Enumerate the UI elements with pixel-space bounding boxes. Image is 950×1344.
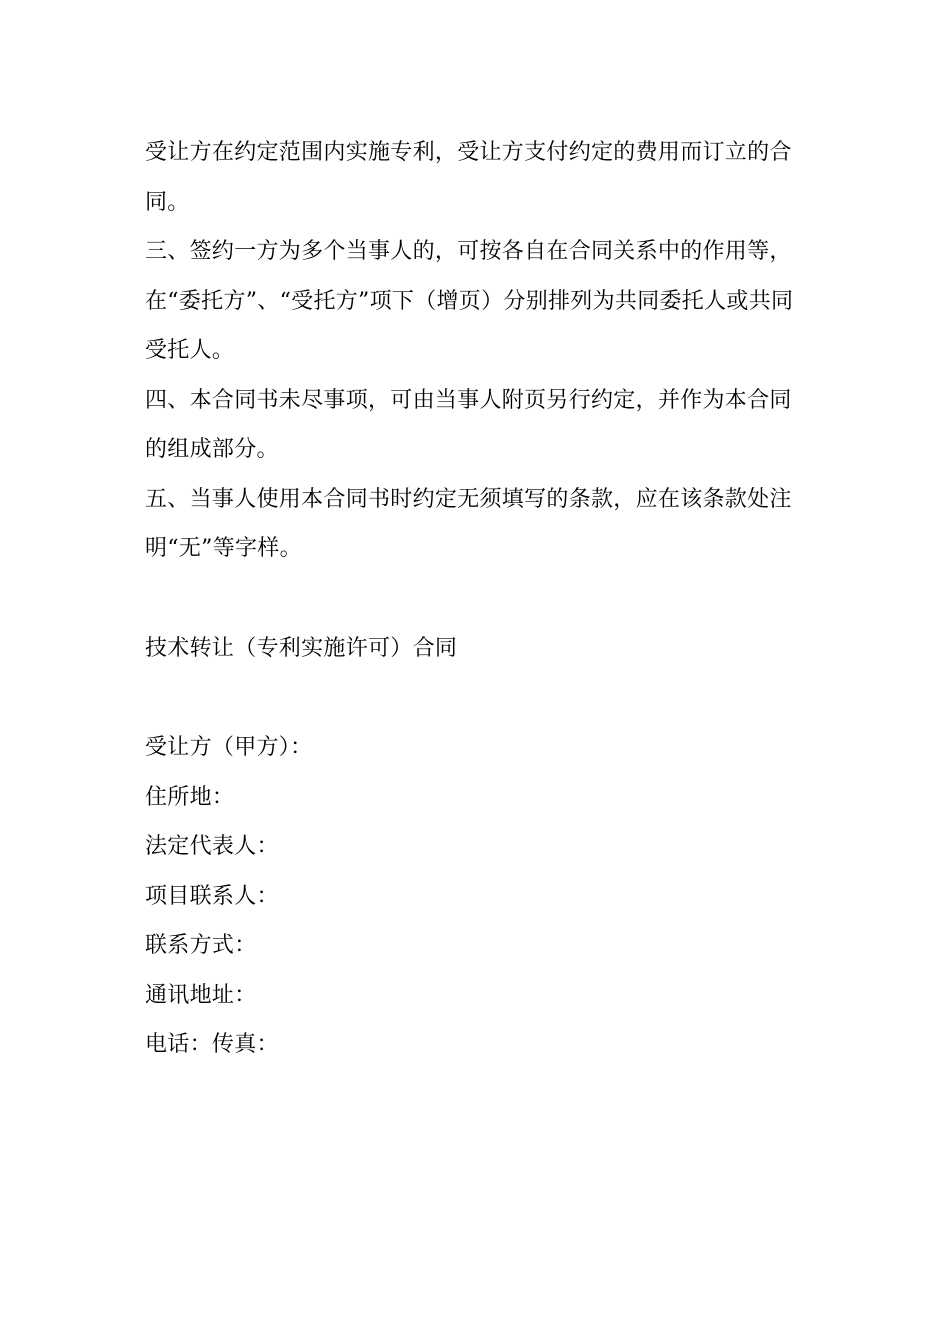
party-a-contact-person-label: 项目联系人： (145, 883, 279, 909)
party-a-legal-rep-label: 法定代表人： (145, 834, 279, 859)
party-a-phone-fax-label: 电话：传真： (145, 1032, 279, 1057)
note-paragraph-three: 三、签约一方为多个当事人的，可按各自在合同关系中的作用等，在“委托方”、“受托方”项下（增页）分别排列为共同委托人或共同受托人。 (145, 239, 794, 363)
notes-section (145, 128, 810, 574)
contract-title: 技术转让（专利实施许可）合同 (145, 636, 458, 661)
contract-title-section (145, 624, 810, 674)
party-a-name-label: 受让方（甲方）： (145, 735, 313, 760)
party-a-section (145, 723, 810, 1070)
note-paragraph-definition: 受让方在约定范围内实施专利，受让方支付约定的费用而订立的合同。 (145, 140, 792, 215)
note-paragraph-five: 五、当事人使用本合同书时约定无须填写的条款，应在该条款处注明“无”等字样。 (145, 486, 792, 561)
note-paragraph-four: 四、本合同书未尽事项，可由当事人附页另行约定，并作为本合同的组成部分。 (145, 387, 792, 462)
party-a-mailing-address-label: 通讯地址： (145, 982, 257, 1008)
party-a-contact-method-label: 联系方式： (145, 933, 257, 958)
party-a-address-label: 住所地： (145, 784, 235, 810)
